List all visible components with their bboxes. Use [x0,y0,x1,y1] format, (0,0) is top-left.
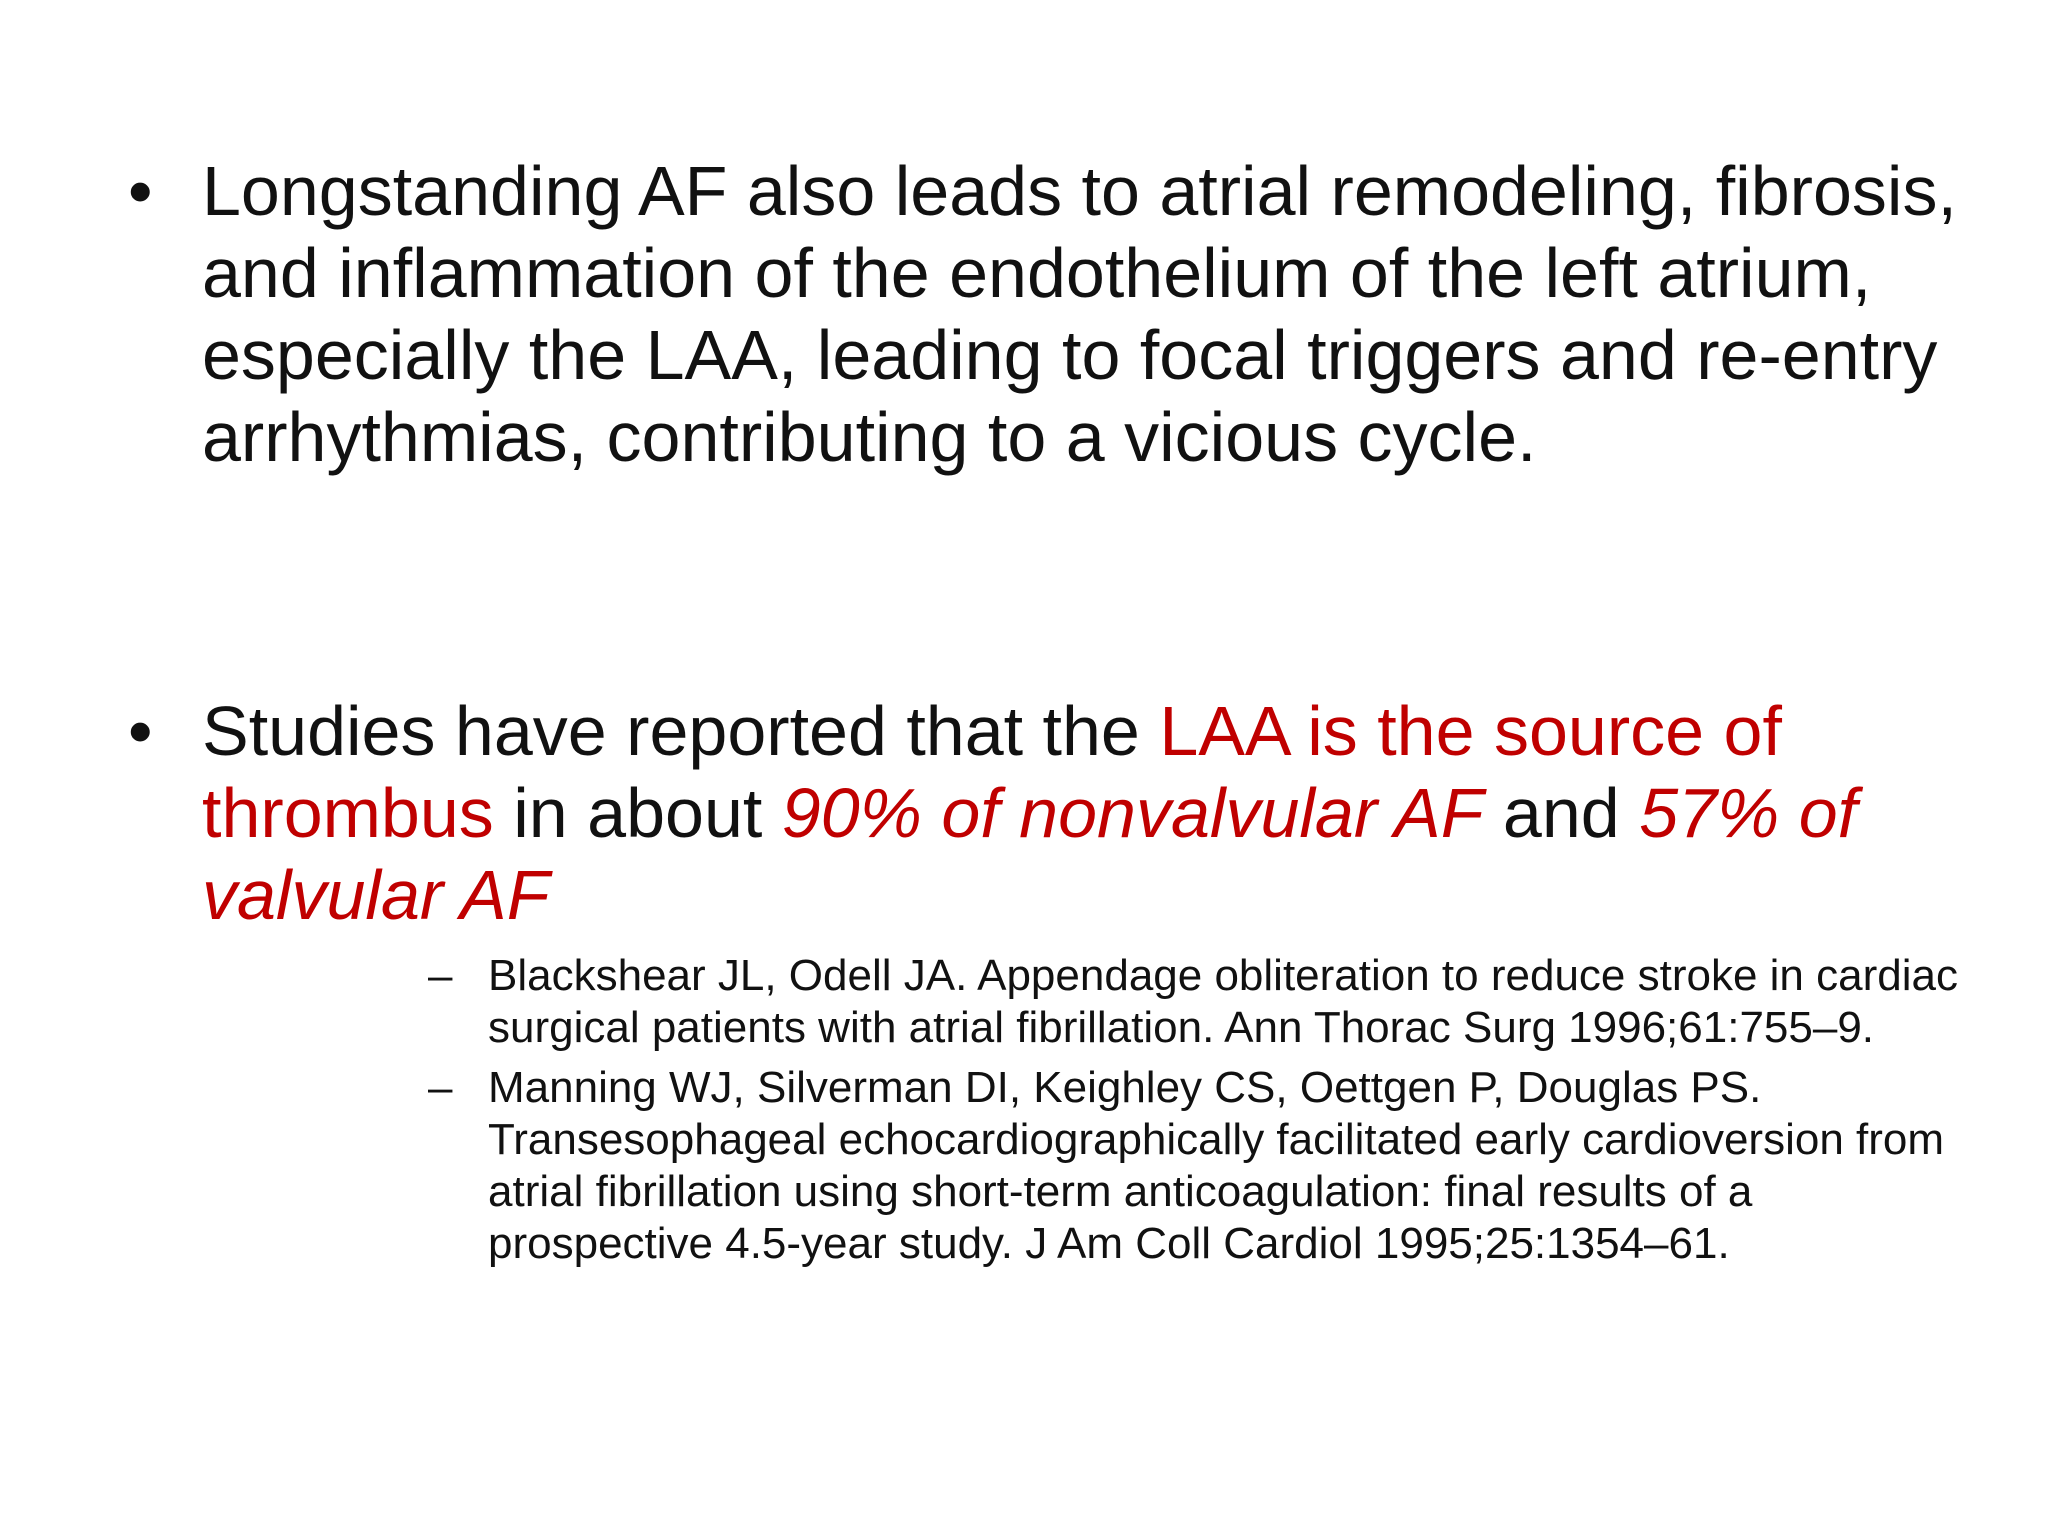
bullet-1-text: Longstanding AF also leads to atrial remodeling, fibrosis, and inflammation of the endothelium of the left atrium, especially the LAA, leading to focal triggers and re-entry arrhythmias, contributing to a vicious cycle. [202,152,1957,476]
nonvalvular-stat: 90% of nonvalvular AF [781,774,1484,852]
bullet-1 [128,150,1968,478]
bullet-2-text [202,690,1968,936]
reference-item [428,1062,1988,1270]
bullet-marker: • [128,692,153,770]
bullet-2-part-1: Studies have reported that the [202,692,1160,770]
bullet-marker: • [128,152,153,230]
bullet-2-part-3: in about [493,774,782,852]
valvular-stat: 57% of valvular AF [202,774,1858,934]
bullet-2-part-5: and [1483,774,1640,852]
bullet-2 [128,690,1968,936]
laa-source-highlight: LAA is the source of thrombus [202,692,1782,852]
reference-marker: – [428,1063,453,1112]
reference-marker: – [428,951,453,1000]
references-list [428,950,1988,1278]
reference-text: Blackshear JL, Odell JA. Appendage obliteration to reduce stroke in cardiac surgical patients with atrial fibrillation. Ann Thorac Surg 1996;61:755–9. [488,951,1958,1052]
reference-text: Manning WJ, Silverman DI, Keighley CS, Oettgen P, Douglas PS. Transesophageal echocardiographically facilitated early cardioversion from atrial fibrillation using short-term anticoagulation: final results of a prospective 4.5-year study. J Am Coll Cardiol 1995;25:1354–61. [488,1063,1945,1268]
reference-item [428,950,1988,1054]
